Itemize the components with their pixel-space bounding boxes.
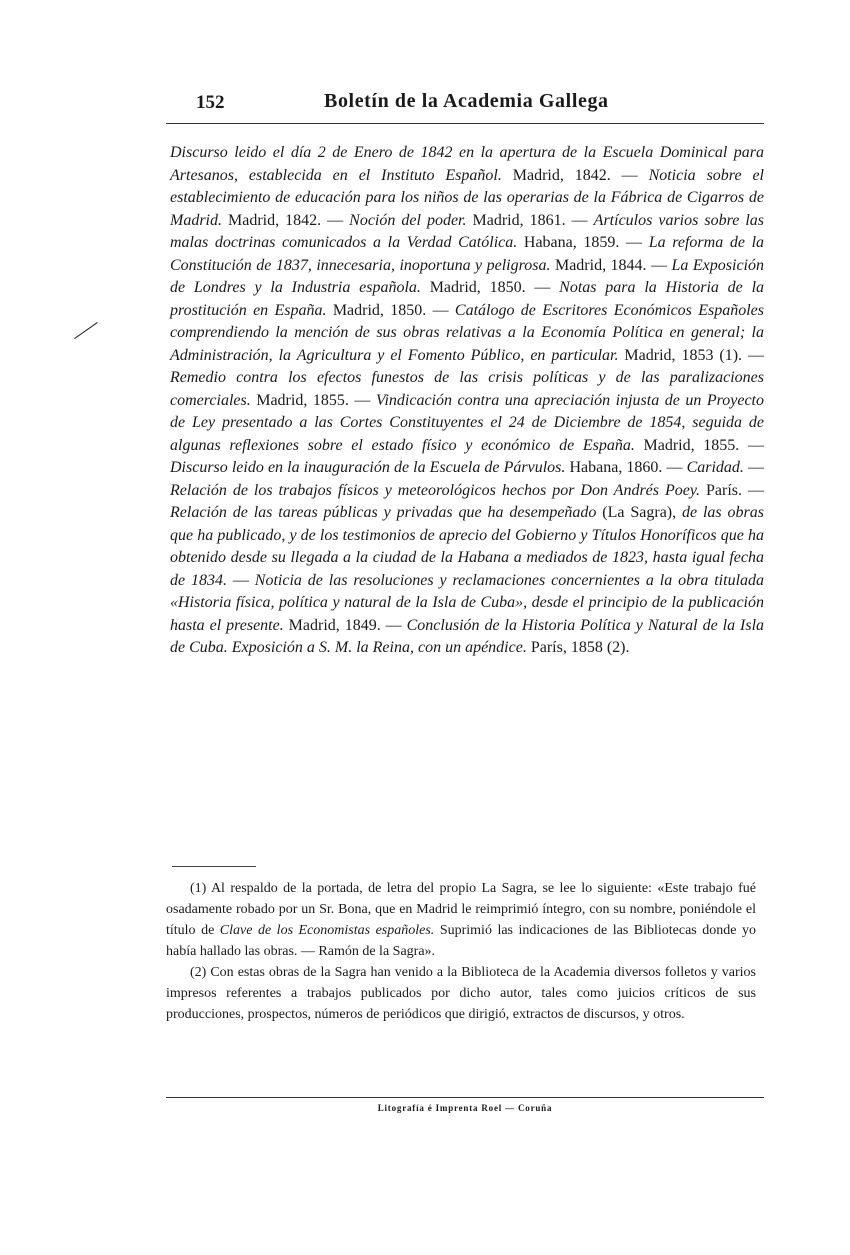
page-header bbox=[196, 88, 616, 118]
italic-title-segment: Noticia de las resoluciones y reclamaciones concernientes a la obra titulada «Historia física, política y natural de la Isla de Cuba», desde el principio de la publicación hasta el presente. bbox=[170, 571, 765, 634]
footnote-separator bbox=[172, 866, 256, 867]
footer-rule bbox=[166, 1097, 764, 1098]
text-segment: (La Sagra), bbox=[596, 504, 683, 521]
text-segment: Madrid, 1855. — bbox=[250, 391, 376, 409]
footnote-2 bbox=[166, 962, 756, 1025]
italic-title-segment: Discurso leido en la inauguración de la Escuela de Párvulos. bbox=[170, 459, 566, 476]
italic-title-segment: Relación de las tareas públicas y privadas que ha desempeñado bbox=[170, 504, 597, 521]
text-segment: Madrid, 1861. — bbox=[466, 211, 594, 229]
text-segment: (2) Con estas obras de la Sagra han venido a la Biblioteca de la Academia diversos folletos y varios impresos referentes a trabajos publicados por dicho autor, tales como juicios críticos de sus producciones, prospectos, números de periódicos que dirigió, extractos de discursos, y otros. bbox=[166, 965, 756, 1022]
text-segment: Suprimió las indicaciones de las Bibliotecas donde yo había hallado las obras. — Ramón de la Sagra». bbox=[166, 923, 756, 959]
text-segment: Madrid, 1842. — bbox=[222, 211, 350, 229]
margin-pencil-mark bbox=[74, 322, 98, 339]
footnote-1 bbox=[166, 878, 756, 962]
text-segment: Habana, 1859. — bbox=[517, 234, 649, 251]
italic-title-segment: Artículos varios sobre las malas doctrinas comunicados a la Verdad Católica. bbox=[170, 211, 765, 251]
italic-title-segment: Relación de los trabajos físicos y meteorológicos hechos por Don Andrés Poey. bbox=[170, 481, 701, 499]
italic-title-segment: Noticia sobre el establecimiento de educación para los niños de las operarias de la Fábrica de Cigarros de Madrid. bbox=[170, 166, 764, 229]
text-segment: Madrid, 1842. — bbox=[501, 166, 649, 184]
text-segment: — bbox=[743, 459, 765, 476]
text-segment: (1) Al respaldo de la portada, de letra del propio La Sagra, se lee lo siguiente: «Este trabajo fué osadamente robado por un Sr. Bona, que en Madrid le reimprimió íntegro, con su nombre, poniéndole el título de bbox=[166, 881, 756, 938]
italic-title-segment: Notas para la Historia de la prostitución en España. bbox=[170, 279, 765, 319]
footnotes bbox=[166, 878, 756, 1025]
text-segment: Madrid, 1850. — bbox=[326, 301, 455, 319]
italic-title-segment: Clave de los Economistas españoles. bbox=[219, 923, 435, 938]
text-segment: París. — bbox=[700, 481, 765, 499]
italic-title-segment: La Exposición de Londres y la Industria española. bbox=[170, 256, 764, 296]
italic-title-segment: Discurso leido el día 2 de Enero de 1842 en la apertura de la Escuela Dominical para Artesanos, establecida en el Instituto Español. bbox=[170, 144, 764, 184]
text-segment: Madrid, 1850. — bbox=[420, 279, 560, 296]
text-segment: Madrid, 1855. — bbox=[634, 436, 764, 454]
italic-title-segment: La reforma de la Constitución de 1837, innecesaria, inoportuna y peligrosa. bbox=[170, 234, 765, 274]
italic-title-segment: Remedio contra los efectos funestos de las crisis políticas y de las paralizaciones comerciales. bbox=[170, 369, 764, 409]
italic-title-segment: Caridad. bbox=[686, 459, 744, 476]
italic-title-segment: Noción del poder. bbox=[349, 211, 467, 229]
text-segment: Madrid, 1853 (1). — bbox=[618, 346, 764, 364]
running-title: Boletín de la Academia Gallega bbox=[324, 90, 609, 112]
italic-title-segment: Conclusión de la Historia Política y Natural de la Isla de Cuba. Exposición a S. M. la Reina, con un apéndice. bbox=[170, 616, 765, 656]
page-number: 152 bbox=[196, 92, 225, 113]
text-segment: — bbox=[227, 571, 255, 589]
text-segment: Madrid, 1844. — bbox=[550, 256, 672, 274]
italic-title-segment: de las obras que ha publicado, y de los testimonios de aprecio del Gobierno y Títulos Honoríficos que ha obtenido desde su llegada a la ciudad de la Habana a mediados de 1823, hasta igual fecha de 1834. bbox=[170, 504, 764, 589]
text-segment: París, 1858 (2). bbox=[526, 639, 630, 656]
bibliography-paragraph bbox=[170, 142, 764, 660]
text-segment: Madrid, 1849. — bbox=[283, 616, 407, 634]
printer-imprint: Litografía é Imprenta Roel — Coruña bbox=[377, 1103, 553, 1113]
header-rule bbox=[166, 123, 764, 124]
text-segment: Habana, 1860. — bbox=[565, 459, 687, 476]
italic-title-segment: Vindicación contra una apreciación injusta de un Proyecto de Ley presentado a las Cortes Constituyentes el 24 de Diciembre de 1854, seguida de algunas reflexiones sobre el estado físico y económico de España. bbox=[170, 391, 765, 454]
italic-title-segment: Catálogo de Escritores Económicos Españoles comprendiendo la mención de sus obras relativas a la Economía Política en general; la Administración, la Agricultura y el Fomento Público, en particular. bbox=[170, 301, 764, 364]
